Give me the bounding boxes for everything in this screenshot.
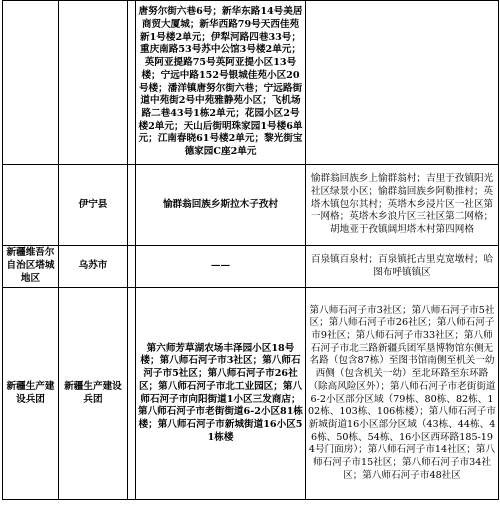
low-risk-cell: 第八师石河子市3社区；第八师石河子市5社区；第八师石河子市26社区；第八师石河子市9社区；第八师石河子市33社区；第八师石河子市北三路新疆兵团军垦博物馆东侧无名路（包含87栋）至图书馆南侧至机关一幼西侧（包含机关一幼）至北环路至东环路（除高风险区外）；第八师石河子市老街街道6-2小区部分区域（79栋、80栋、82栋、102栋、103栋、106栋楼）；第八师石河子市新城街道16小区部分区域（43栋、44栋、46栋、50栋、54栋、16小区西环路185-194号门面房）；第八师石河子市14社区；第八师石河子市15社区；第八师石河子市34社区；第八师石河子市48社区 <box>306 288 499 500</box>
table-row <box>3 165 499 246</box>
region-cell <box>3 1 59 165</box>
region-cell: 新疆维吾尔自治区塔城地区 <box>3 246 59 288</box>
table-row <box>3 1 499 165</box>
risk-area-table <box>2 0 499 500</box>
mid-risk-cell: 第六师芳草湖农场丰泽园小区18号楼；第八师石河子市3社区；第八师石河子市5社区；第八师石河子市26社区；第八师石河子市北工业园区；第八师石河子市向阳街道1小区三发商店；第八师石河子市老街街道6-2小区81栋楼；第八师石河子市新城街道16小区51栋楼 <box>136 288 306 500</box>
city-cell <box>59 1 128 165</box>
mid-risk-cell: 愉群翁回族乡斯拉木子孜村 <box>136 165 306 246</box>
table-row <box>3 288 499 500</box>
high-risk-cell <box>128 165 136 246</box>
city-cell: 新疆生产建设兵团 <box>59 288 128 500</box>
low-risk-cell <box>306 1 499 165</box>
low-risk-cell: 百泉镇百泉村；百泉镇托古里克宽墩村；哈图布呼镇镇区 <box>306 246 499 288</box>
table-row <box>3 246 499 288</box>
mid-risk-cell: —— <box>136 246 306 288</box>
city-cell: 乌苏市 <box>59 246 128 288</box>
high-risk-cell <box>128 1 136 165</box>
city-cell: 伊宁县 <box>59 165 128 246</box>
region-cell: 新疆生产建设兵团 <box>3 288 59 500</box>
region-cell <box>3 165 59 246</box>
high-risk-cell <box>128 246 136 288</box>
mid-risk-cell: 唐努尔街六巷6号；新华东路14号美居商贸大厦城；新华西路79号天西佳苑新1号楼2单元；伊犁河路四巷33号；重庆南路53号苏中公馆3号楼2单元；英阿亚提路75号英阿亚提小区13号楼；宁远中路152号银城佳苑小区20号楼；潘洋镇唐努尔街六巷；宁远路街道中苑街2号中苑雅静苑小区；飞机场路二巷43号1栋2单元；花园小区2号楼2单元；天山后街明珠家园1号楼6单元；江南春晓61号楼2单元；黎光街宝德家园C座2单元 <box>136 1 306 165</box>
high-risk-cell <box>128 288 136 500</box>
low-risk-cell: 愉群翁回族乡上愉群翁村；吉里于孜镇阳光社区绿景小区；愉群翁回族乡阿勒推村；英塔木镇包尔其村；英塔木乡浸片区一社区第一网格；英塔木乡浪片区三社区第二网格；胡地亚于孜镇阔坦塔木村第四网格 <box>306 165 499 246</box>
